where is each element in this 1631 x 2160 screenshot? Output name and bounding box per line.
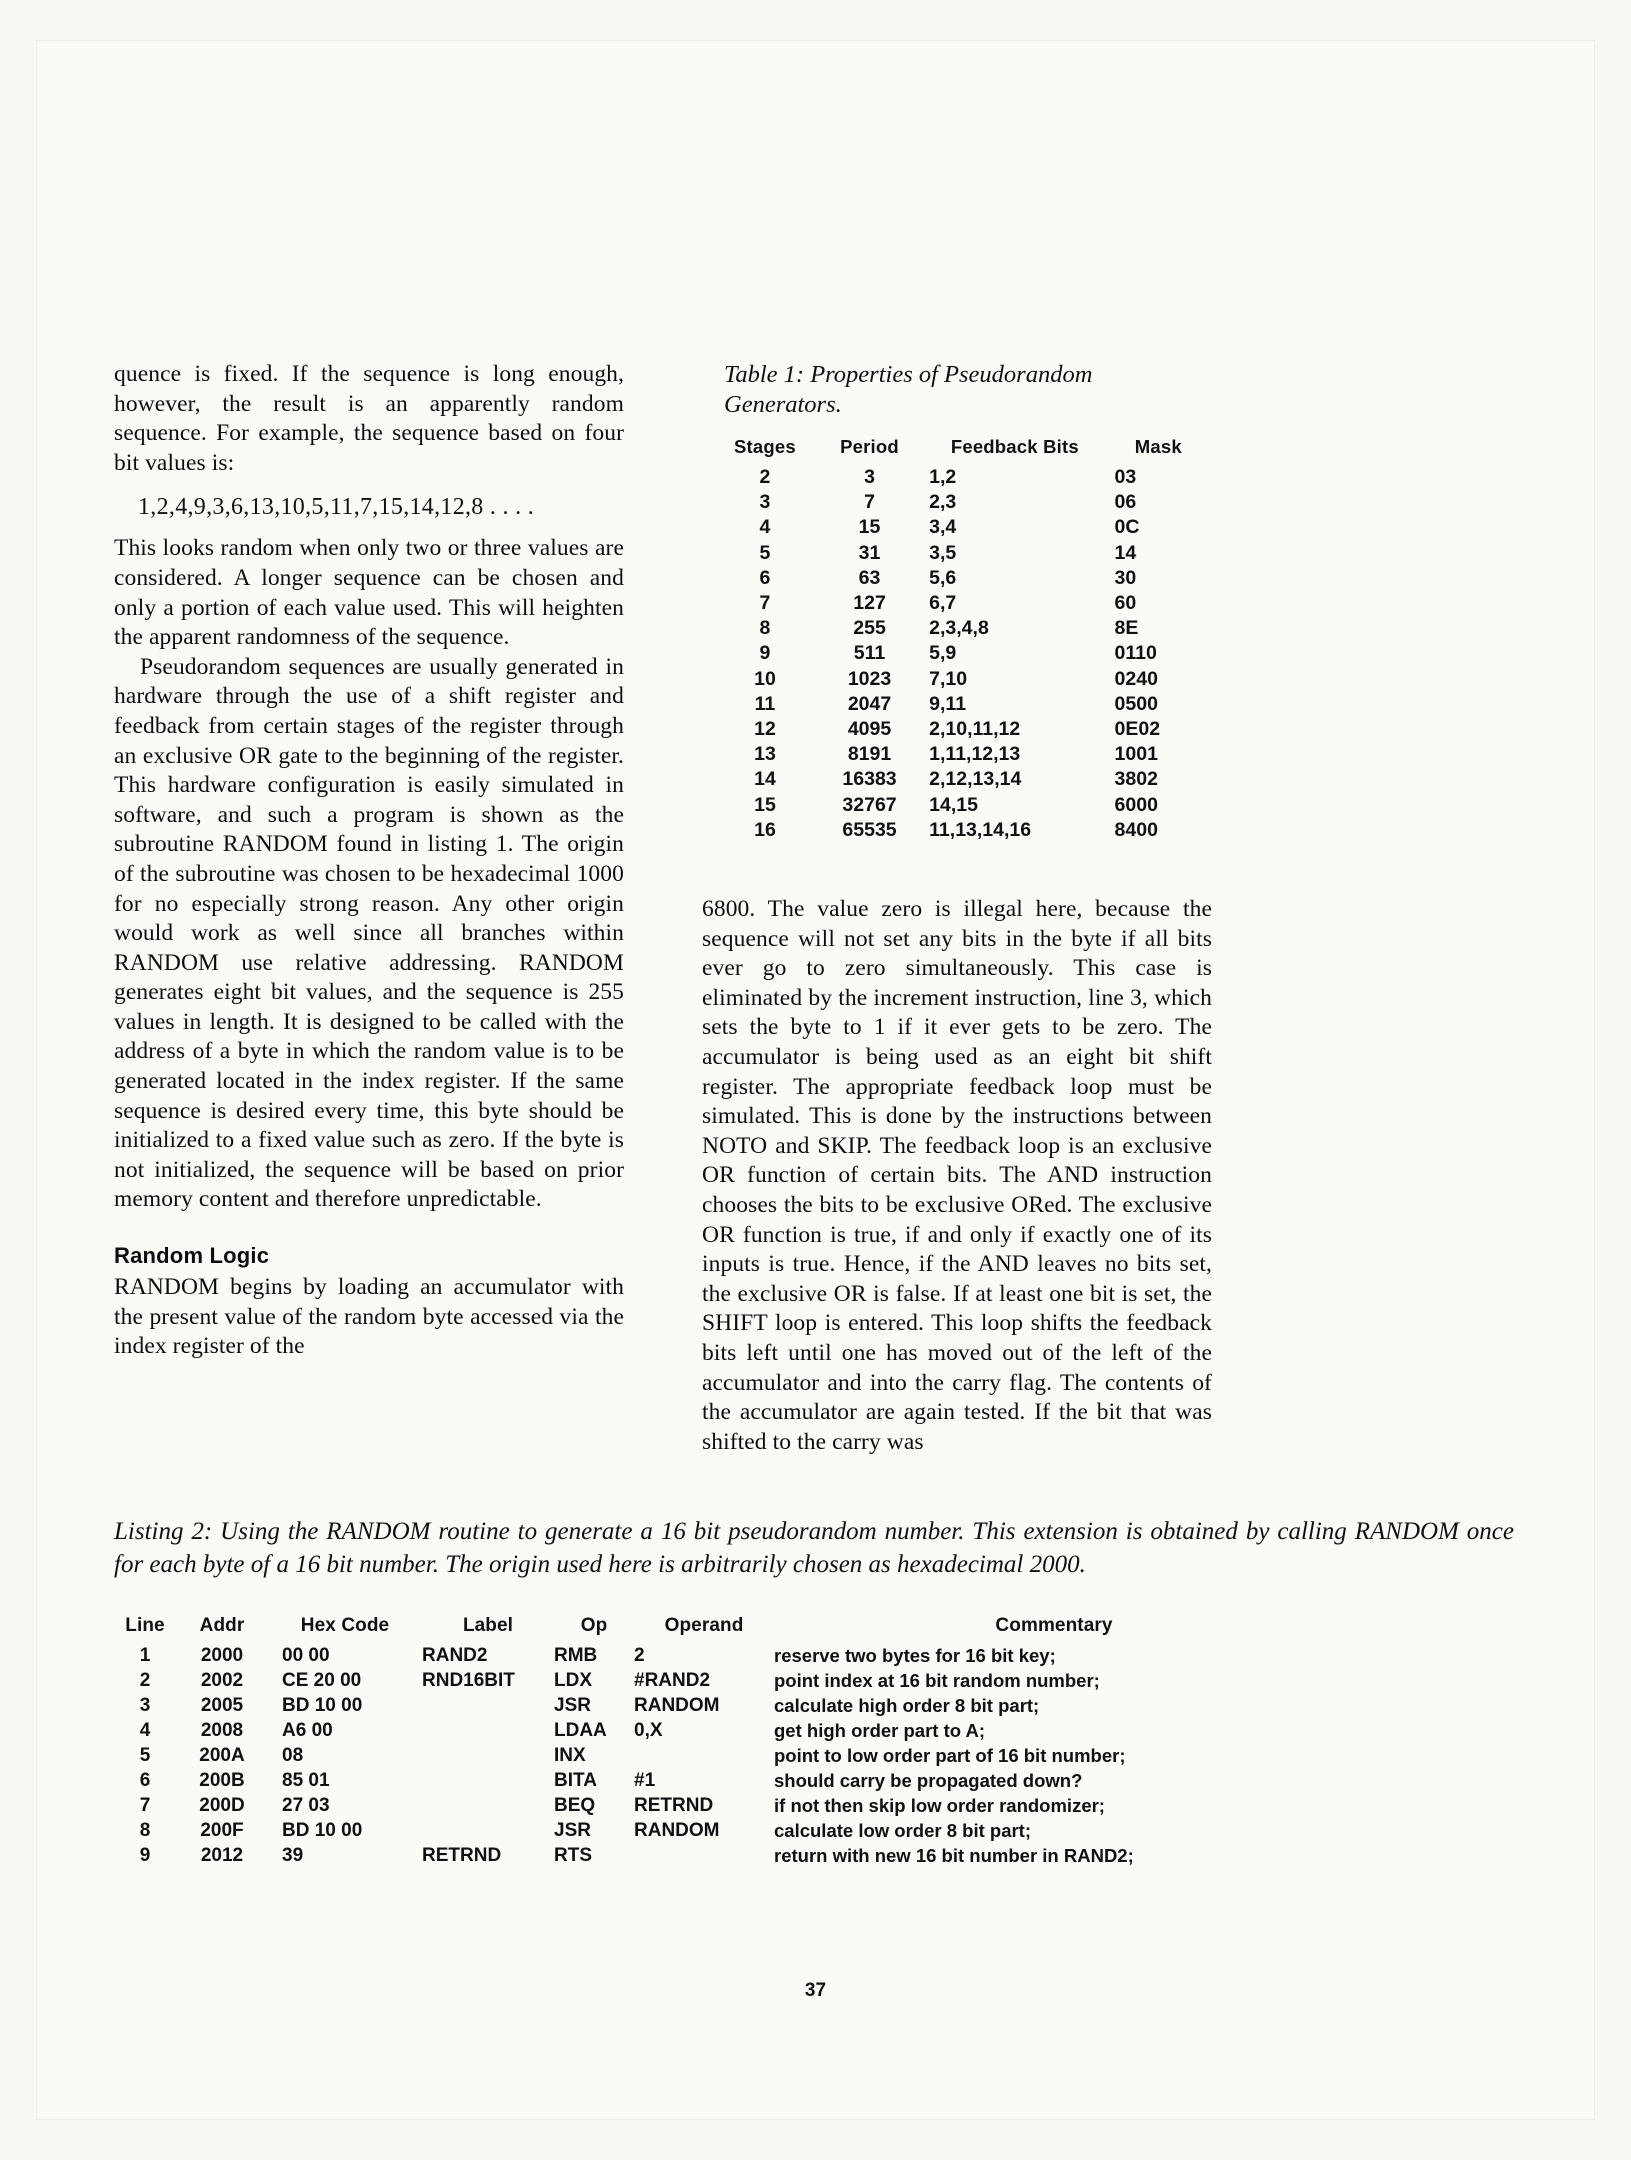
table1-cell-stages: 7 <box>759 592 771 615</box>
listing2-cell-operand: RANDOM <box>634 1694 720 1716</box>
table1-caption: Table 1: Properties of Pseudorandom Generators. <box>724 361 1093 418</box>
listing2-cell-hex-code: 85 01 <box>282 1769 330 1791</box>
table1-cell-stages: 4 <box>759 516 771 539</box>
table1-cell-mask: 03 <box>1114 466 1137 488</box>
table1-body <box>716 465 1212 843</box>
listing2-cell-line: 3 <box>139 1694 151 1716</box>
paragraph-random-begins: RANDOM begins by loading an accumulator with the present value of the random byte accessed via the index register of the <box>114 1274 624 1360</box>
table1-col-stages: Stages <box>734 436 796 457</box>
listing2-cell-hex-code: BD 10 00 <box>282 1819 363 1841</box>
listing2-cell-op: INX <box>554 1744 586 1766</box>
table1-cell-period: 15 <box>858 516 881 539</box>
listing2-cell-addr: 2005 <box>200 1694 244 1716</box>
listing2-cell-label <box>422 1793 554 1818</box>
listing2-row <box>114 1718 1334 1743</box>
listing2-table <box>114 1615 1334 1868</box>
paragraph-6800: 6800. The value zero is illegal here, because the sequence will not set any bits in the byte if all bits ever go to zero simultaneously. This case is eliminated by the increment instruction, line 3, which sets the byte to 1 if it ever gets to be zero. The accumulator is being used as an eight bit shift register. The appropriate feedback loop must be simulated. This is done by the instructions between NOTO and SKIP. The feedback loop is an exclusive OR function of certain bits. The AND instruction chooses the bits to be exclusive ORed. The exclusive OR function is true, if and only if exactly one of its inputs is true. Hence, if the AND leaves no bits set, the exclusive OR is false. If at least one bit is set, the SHIFT loop is entered. This loop shifts the feedback bits left until one has moved out of the left of the accumulator and into the carry flag. The contents of the accumulator are again tested. If the bit that was shifted to the carry was <box>702 896 1212 1455</box>
listing2-cell-label <box>422 1768 554 1793</box>
listing2-cell-addr: 2000 <box>200 1644 244 1666</box>
listing2-cell-addr: 200A <box>199 1744 245 1766</box>
listing2-cell-hex-code: A6 00 <box>282 1719 333 1741</box>
listing2-cell-operand: RANDOM <box>634 1819 720 1841</box>
listing2-cell-addr: 200B <box>199 1769 245 1791</box>
listing2-cell-operand: RETRND <box>634 1794 714 1816</box>
listing2-cell-commentary: should carry be propagated down? <box>774 1769 1083 1791</box>
table1-cell-mask: 3802 <box>1114 768 1158 791</box>
page-number: 37 <box>804 1980 827 2001</box>
table1-row <box>716 591 1212 616</box>
table1-cell-feedback-bits: 2,3 <box>929 491 957 514</box>
listing2-cell-commentary: calculate low order 8 bit part; <box>774 1819 1032 1841</box>
table1-cell-feedback-bits: 1,2 <box>929 466 957 488</box>
paragraph-pseudorandom-hardware: Pseudorandom sequences are usually generated in hardware through the use of a shift register and feedback from certain stages of the register through an exclusive OR gate to the beginning of the register. This hardware configuration is easily simulated in software, and such a program is shown as the subroutine RANDOM found in listing 1. The origin of the subroutine was chosen to be hexadecimal 1000 for no especially strong reason. Any other origin would work as well since all branches within RANDOM use relative addressing. RANDOM generates eight bit values, and the sequence is 255 values in length. It is designed to be called with the address of a byte in which the random value is to be generated located in the index register. If the same sequence is desired every time, this byte should be initialized to a fixed value such as zero. If the byte is not initialized, the sequence will be based on prior memory content and therefore unpredictable. <box>114 653 624 1213</box>
table1-cell-feedback-bits: 11,13,14,16 <box>929 818 1032 841</box>
table1-cell-stages: 13 <box>754 743 776 766</box>
table1-cell-period: 3 <box>864 466 875 488</box>
listing2-cell-operand <box>634 1843 774 1868</box>
table1-cell-period: 31 <box>858 541 881 564</box>
listing2-cell-commentary: return with new 16 bit number in RAND2; <box>774 1844 1134 1866</box>
listing2-cell-commentary: point to low order part of 16 bit number; <box>774 1744 1126 1766</box>
table1-cell-mask: 30 <box>1114 566 1137 589</box>
table1-cell-period: 1023 <box>847 667 892 690</box>
table1-row <box>716 767 1212 792</box>
table1-cell-stages: 2 <box>759 466 771 488</box>
table1-cell-stages: 14 <box>754 768 776 791</box>
table1-row <box>716 793 1212 818</box>
table1-cell-period: 32767 <box>842 793 897 816</box>
table1-cell-stages: 3 <box>759 491 771 514</box>
table1-cell-mask: 60 <box>1114 592 1137 615</box>
table1-cell-feedback-bits: 5,6 <box>929 566 957 589</box>
table1-cell-stages: 8 <box>759 617 771 640</box>
listing2-cell-commentary: point index at 16 bit random number; <box>774 1669 1100 1691</box>
table1-cell-period: 7 <box>864 491 875 514</box>
table1-row <box>716 641 1212 666</box>
listing2-cell-commentary: reserve two bytes for 16 bit key; <box>774 1644 1056 1666</box>
listing2-cell-commentary: calculate high order 8 bit part; <box>774 1694 1040 1716</box>
listing2-row <box>114 1743 1334 1768</box>
table1-cell-feedback-bits: 14,15 <box>929 793 978 816</box>
table1-row <box>716 515 1212 540</box>
table1-cell-stages: 5 <box>759 541 771 564</box>
table1-cell-period: 63 <box>858 566 881 589</box>
listing2-cell-commentary: if not then skip low order randomizer; <box>774 1794 1105 1816</box>
two-column-layout <box>114 360 1514 1457</box>
table1-cell-feedback-bits: 7,10 <box>929 667 968 690</box>
listing2-row <box>114 1693 1334 1718</box>
listing2-cell-line: 4 <box>139 1719 151 1741</box>
table1-cell-period: 8191 <box>847 743 892 766</box>
listing2-cell-operand: #1 <box>634 1769 656 1791</box>
listing2-cell-label: RAND2 <box>422 1644 488 1666</box>
listing2-cell-label <box>422 1743 554 1768</box>
table1-cell-stages: 11 <box>754 692 776 715</box>
listing2-cell-op: JSR <box>554 1819 591 1841</box>
listing2-caption: Listing 2: Using the RANDOM routine to generate a 16 bit pseudorandom number. This extension is obtained by calling RANDOM once for each byte of a 16 bit number. The origin used here is arbitrarily chosen as hexadecimal 2000. <box>114 1518 1514 1579</box>
listing2-cell-op: LDAA <box>554 1719 607 1741</box>
listing2-cell-label <box>422 1693 554 1718</box>
table1-cell-feedback-bits: 2,10,11,12 <box>929 718 1021 741</box>
table1-cell-mask: 06 <box>1114 491 1137 514</box>
table1-cell-feedback-bits: 5,9 <box>929 642 957 665</box>
listing2-cell-operand: 2 <box>634 1644 645 1666</box>
table1-cell-stages: 12 <box>754 718 776 741</box>
table1-cell-feedback-bits: 6,7 <box>929 592 957 615</box>
listing2-cell-hex-code: 08 <box>282 1744 304 1766</box>
table1-cell-stages: 9 <box>759 642 771 665</box>
listing2-row <box>114 1768 1334 1793</box>
listing2-cell-operand: 0,X <box>634 1719 663 1741</box>
listing2-cell-addr: 2002 <box>200 1669 244 1691</box>
listing2-col-operand: Operand <box>664 1615 744 1637</box>
table1-cell-stages: 10 <box>754 667 776 690</box>
listing2-cell-operand <box>634 1743 774 1768</box>
table1-cell-mask: 0500 <box>1114 692 1158 715</box>
table1-cell-stages: 15 <box>754 793 776 816</box>
listing2-cell-line: 2 <box>139 1669 151 1691</box>
listing2-col-addr: Addr <box>199 1615 245 1637</box>
table1-cell-mask: 0C <box>1114 516 1140 539</box>
table1-row <box>716 541 1212 566</box>
listing2-body <box>114 1643 1334 1868</box>
sequence-example: 1,2,4,9,3,6,13,10,5,11,7,15,14,12,8 . . . . <box>138 494 535 521</box>
table1-cell-period: 65535 <box>842 818 897 841</box>
table1-cell-mask: 8E <box>1114 617 1139 640</box>
table1-row <box>716 818 1212 843</box>
table1-cell-mask: 0110 <box>1114 642 1157 665</box>
listing2-cell-addr: 2012 <box>200 1844 244 1866</box>
listing2-row <box>114 1793 1334 1818</box>
table1-cell-mask: 0E02 <box>1114 718 1161 741</box>
table1-cell-feedback-bits: 3,5 <box>929 541 957 564</box>
table1-col-feedback-bits: Feedback Bits <box>950 436 1079 457</box>
table1-cell-mask: 14 <box>1114 541 1137 564</box>
listing2-cell-operand: #RAND2 <box>634 1669 711 1691</box>
table1-properties <box>716 436 1212 843</box>
listing2-cell-label: RND16BIT <box>422 1669 515 1691</box>
listing2-col-op: Op <box>580 1615 608 1637</box>
listing2-row <box>114 1843 1334 1868</box>
listing2-cell-addr: 200F <box>200 1819 244 1841</box>
table1-cell-mask: 1001 <box>1114 743 1158 766</box>
table1-cell-period: 127 <box>853 592 886 615</box>
listing2-cell-op: RMB <box>554 1644 598 1666</box>
table1-row <box>716 490 1212 515</box>
table1-cell-period: 4095 <box>847 718 892 741</box>
listing2-cell-line: 7 <box>139 1794 151 1816</box>
listing2-block <box>114 1515 1514 1868</box>
listing2-cell-hex-code: BD 10 00 <box>282 1694 363 1716</box>
listing2-cell-line: 9 <box>139 1844 151 1866</box>
listing2-col-line: Line <box>125 1615 165 1637</box>
listing2-cell-line: 5 <box>139 1744 151 1766</box>
listing2-cell-addr: 200D <box>199 1794 245 1816</box>
listing2-cell-label <box>422 1818 554 1843</box>
table1-header-row <box>716 436 1212 465</box>
paragraph-continuation: quence is fixed. If the sequence is long enough, however, the result is an apparently random sequence. For example, the sequence based on four bit values is: <box>114 361 624 476</box>
table1-col-period: Period <box>840 436 899 457</box>
table1-row <box>716 742 1212 767</box>
table1-cell-stages: 16 <box>754 818 776 841</box>
listing2-cell-op: BEQ <box>554 1794 596 1816</box>
table1-cell-feedback-bits: 1,11,12,13 <box>929 743 1021 766</box>
table1-cell-period: 16383 <box>842 768 897 791</box>
listing2-header-row <box>114 1615 1334 1643</box>
table1-row <box>716 667 1212 692</box>
table1-row <box>716 566 1212 591</box>
page-content <box>114 360 1514 1868</box>
table1-cell-mask: 6000 <box>1114 793 1158 816</box>
listing2-cell-line: 1 <box>139 1644 151 1666</box>
table1-row <box>716 465 1212 490</box>
listing2-cell-label <box>422 1718 554 1743</box>
table1-row <box>716 717 1212 742</box>
listing2-cell-op: BITA <box>554 1769 597 1791</box>
listing2-cell-hex-code: CE 20 00 <box>282 1669 362 1691</box>
table1-row <box>716 616 1212 641</box>
listing2-cell-addr: 2008 <box>200 1719 244 1741</box>
listing2-cell-line: 6 <box>139 1769 151 1791</box>
listing2-row <box>114 1818 1334 1843</box>
listing2-cell-op: RTS <box>554 1844 592 1866</box>
listing2-col-label: Label <box>462 1615 514 1637</box>
listing2-cell-commentary: get high order part to A; <box>774 1719 986 1741</box>
table1-cell-period: 255 <box>853 617 886 640</box>
right-column <box>702 360 1212 1457</box>
table1-cell-feedback-bits: 2,3,4,8 <box>929 617 989 640</box>
listing2-cell-hex-code: 00 00 <box>282 1644 330 1666</box>
listing2-cell-line: 8 <box>139 1819 151 1841</box>
listing2-cell-op: JSR <box>554 1694 591 1716</box>
table1-cell-feedback-bits: 2,12,13,14 <box>929 768 1022 791</box>
table1-cell-period: 511 <box>853 642 886 665</box>
scanned-page <box>36 40 1595 2120</box>
table1-col-mask: Mask <box>1134 436 1182 457</box>
table1-cell-stages: 6 <box>759 566 771 589</box>
table1-cell-feedback-bits: 9,11 <box>929 692 967 715</box>
paragraph-looks-random: This looks random when only two or three values are considered. A longer sequence can be chosen and only a portion of each value used. This will heighten the apparent randomness of the sequence. <box>114 535 624 651</box>
table1-cell-feedback-bits: 3,4 <box>929 516 957 539</box>
listing2-col-hex-code: Hex Code <box>300 1615 390 1637</box>
listing2-cell-label: RETRND <box>422 1844 502 1866</box>
listing2-cell-hex-code: 39 <box>282 1844 304 1866</box>
table1-cell-period: 2047 <box>847 692 892 715</box>
left-column <box>114 360 624 1362</box>
listing2-cell-op: LDX <box>554 1669 592 1691</box>
listing2-col-commentary: Commentary <box>995 1615 1113 1637</box>
table1-cell-mask: 8400 <box>1114 818 1158 841</box>
table1-row <box>716 692 1212 717</box>
table1-cell-mask: 0240 <box>1114 667 1158 690</box>
listing2-cell-hex-code: 27 03 <box>282 1794 330 1816</box>
section-heading-random-logic: Random Logic <box>114 1243 270 1269</box>
listing2-row <box>114 1643 1334 1668</box>
listing2-row <box>114 1668 1334 1693</box>
